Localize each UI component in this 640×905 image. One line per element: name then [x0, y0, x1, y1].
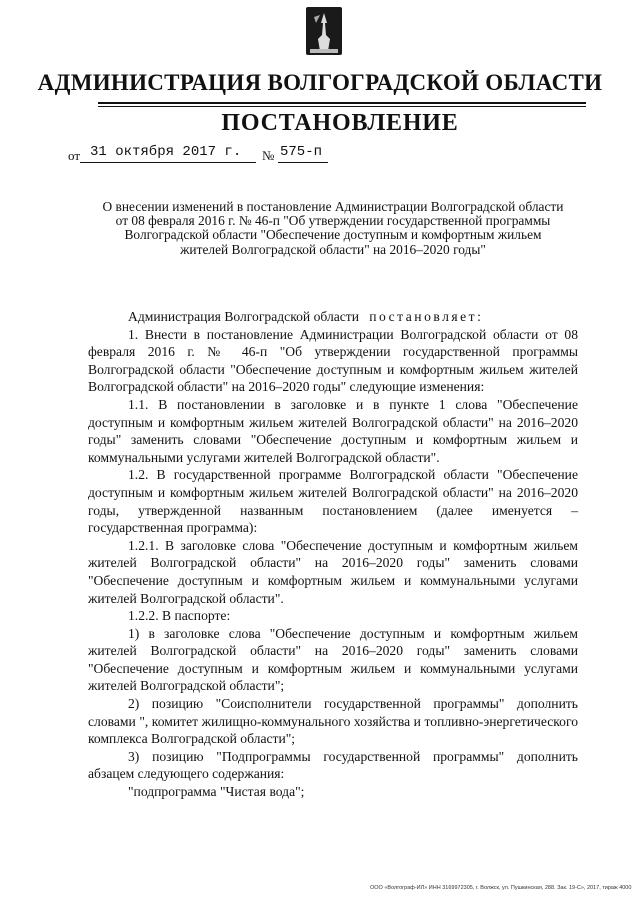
paragraph: 1) в заголовке слова "Обеспечение доступным и комфортным жильем жителей Волгоградской области" на 2016–2020 годы" заменить словами "Обеспечение доступным и комфортным жильем и коммунальными услугами жителей Волгоградской области"; — [88, 625, 578, 694]
document-title — [88, 200, 578, 257]
preamble-subject: Администрация Волгоградской области — [128, 309, 360, 324]
title-line: О внесении изменений в постановление Администрации Волгоградской области — [102, 199, 564, 214]
organization-name: АДМИНИСТРАЦИЯ ВОЛГОГРАДСКОЙ ОБЛАСТИ — [37, 70, 603, 95]
title-line: Волгоградской области "Обеспечение доступным и комфортным жильем — [124, 227, 542, 243]
paragraph: 1. Внести в постановление Администрации Волгоградской области от 08 февраля 2016 г. № 46-п "Об утверждении государственной программы Волгоградской области "Обеспечение доступным и комфортным жильем жителей Волгоградской области" на 2016–2020 годы" следующие изменения: — [88, 326, 578, 395]
paragraph: 1.2.1. В заголовке слова "Обеспечение доступным и комфортным жильем жителей Волгоградской области" на 2016–2020 годы" заменить словами "Обеспечение доступным и комфортным жильем и коммунальными услугами жителей Волгоградской области". — [88, 537, 578, 606]
paragraph: 1.2. В государственной программе Волгоградской области "Обеспечение доступным и комфортным жильем жителей Волгоградской области" на 2016–2020 годы, утвержденной названным постановлением (далее именуется – государственная программа): — [88, 467, 578, 536]
title-line: от 08 февраля 2016 г. № 46-п "Об утверждении государственной программы — [115, 213, 551, 229]
header-rule — [98, 102, 586, 104]
paragraph: 1.1. В постановлении в заголовке и в пункте 1 слова "Обеспечение доступным и комфортным жильем жителей Волгоградской области" на 2016–2020 годы" заменить словами "Обеспечение доступным и комфортным жильем и коммунальными услугами жителей Волгоградской области". — [88, 396, 578, 465]
number-value: 575-п — [280, 144, 323, 160]
date-prefix: от — [68, 148, 81, 163]
preamble-verb: постановляет: — [369, 309, 484, 324]
date-field — [80, 146, 256, 163]
document-body — [88, 308, 578, 801]
date-value: 31 октября 2017 г. — [90, 144, 242, 160]
paragraph: 3) позицию "Подпрограммы государственной программы" дополнить абзацем следующего содержания: — [88, 748, 578, 782]
paragraph: "подпрограмма "Чистая вода"; — [128, 784, 305, 800]
paragraph: 2) позицию "Соисполнители государственной программы" дополнить словами ", комитет жилищно-коммунального хозяйства и топливно-энергетического комплекса Волгоградской области"; — [88, 696, 578, 747]
title-line: жителей Волгоградской области" на 2016–2020 годы" — [180, 241, 486, 257]
number-field — [278, 146, 328, 163]
preamble — [88, 308, 578, 326]
header-rule-thin — [98, 106, 586, 107]
number-prefix: № — [262, 148, 275, 163]
coat-of-arms-emblem — [304, 5, 344, 59]
paragraph: 1.2.2. В паспорте: — [128, 608, 231, 624]
document-type: ПОСТАНОВЛЕНИЕ — [221, 110, 459, 136]
printer-imprint: ООО «Волгограф-ИЛ» ИНН 3169972305, г. Волжск, ул. Пушкинская, 288. Зак. 19-С», 2017, тираж 4000 — [370, 885, 632, 891]
